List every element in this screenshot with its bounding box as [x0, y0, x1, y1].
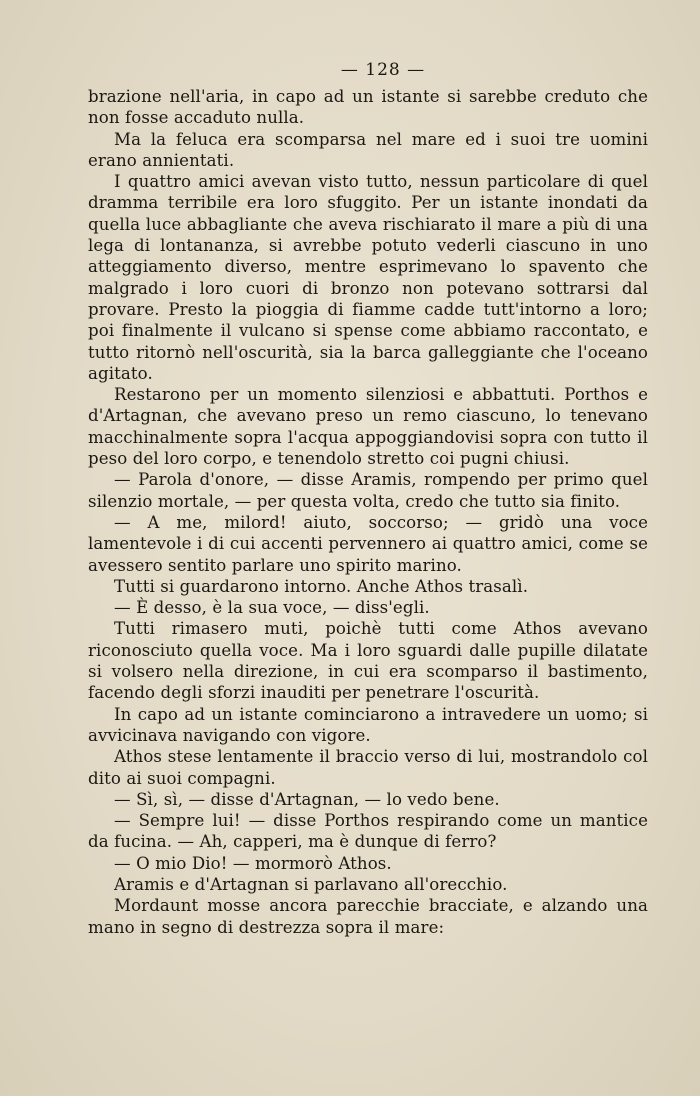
paragraph: brazione nell'aria, in capo ad un istante si sarebbe creduto che non fosse accaduto nulla. [88, 87, 648, 128]
paragraph: — Sempre lui! — disse Porthos respirando come un mantice da fucina. — Ah, capperi, ma è dunque di ferro? [88, 811, 648, 852]
paragraph: Ma la feluca era scomparsa nel mare ed i suoi tre uomini erano annientati. [88, 129, 648, 170]
paragraph: Restarono per un momento silenziosi e abbattuti. Porthos e d'Artagnan, che avevano preso un remo ciascuno, lo tenevano macchinalmente sopra l'acqua appoggiandovisi sopra con tutto il peso del loro corpo, e tenendolo stretto coi pugni chiusi. [88, 385, 648, 469]
book-page [88, 60, 648, 938]
paragraph: Mordaunt mosse ancora parecchie bracciate, e alzando una mano in segno di destrezza sopra il mare: [88, 896, 648, 937]
paragraph: Tutti si guardarono intorno. Anche Athos trasalì. [114, 576, 529, 596]
body-text [88, 86, 648, 938]
paragraph: I quattro amici avevan visto tutto, nessun particolare di quel dramma terribile era loro sfuggito. Per un istante inondati da quella luce abbagliante che aveva rischiarato il mare a più di una lega di lontananza, si avrebbe potuto vederli ciascuno in uno atteggiamento diverso, mentre esprimevano lo spavento che malgrado i loro cuori di bronzo non potevano sottrarsi dal provare. Presto la pioggia di fiamme cadde tutt'intorno a loro; poi finalmente il vulcano si spense come abbiamo raccontato, e tutto ritornò nell'oscurità, sia la barca galleggiante che l'oceano agitato. [88, 172, 648, 383]
paragraph: Athos stese lentamente il braccio verso di lui, mostrandolo col dito ai suoi compagni. [88, 747, 648, 788]
paragraph: — Sì, sì, — disse d'Artagnan, — lo vedo bene. [114, 789, 500, 809]
paragraph: — Parola d'onore, — disse Aramis, rompendo per primo quel silenzio mortale, — per questa volta, credo che tutto sia finito. [88, 470, 648, 511]
paragraph: Tutti rimasero muti, poichè tutti come Athos avevano riconosciuto quella voce. Ma i loro sguardi dalle pupille dilatate si volsero nella direzione, in cui era scomparso il bastimento, facendo degli sforzi inauditi per penetrare l'oscurità. [88, 619, 648, 703]
paragraph: Aramis e d'Artagnan si parlavano all'orecchio. [114, 874, 508, 894]
paragraph: — O mio Dio! — mormorò Athos. [114, 853, 392, 873]
page-number: — 128 — [340, 60, 426, 80]
paragraph: — A me, milord! aiuto, soccorso; — gridò una voce lamentevole i di cui accenti pervennero ai quattro amici, come se avessero sentito parlare uno spirito marino. [88, 512, 648, 575]
paragraph: — È desso, è la sua voce, — diss'egli. [114, 598, 430, 618]
paragraph: In capo ad un istante cominciarono a intravedere un uomo; si avvicinava navigando con vigore. [88, 704, 648, 745]
